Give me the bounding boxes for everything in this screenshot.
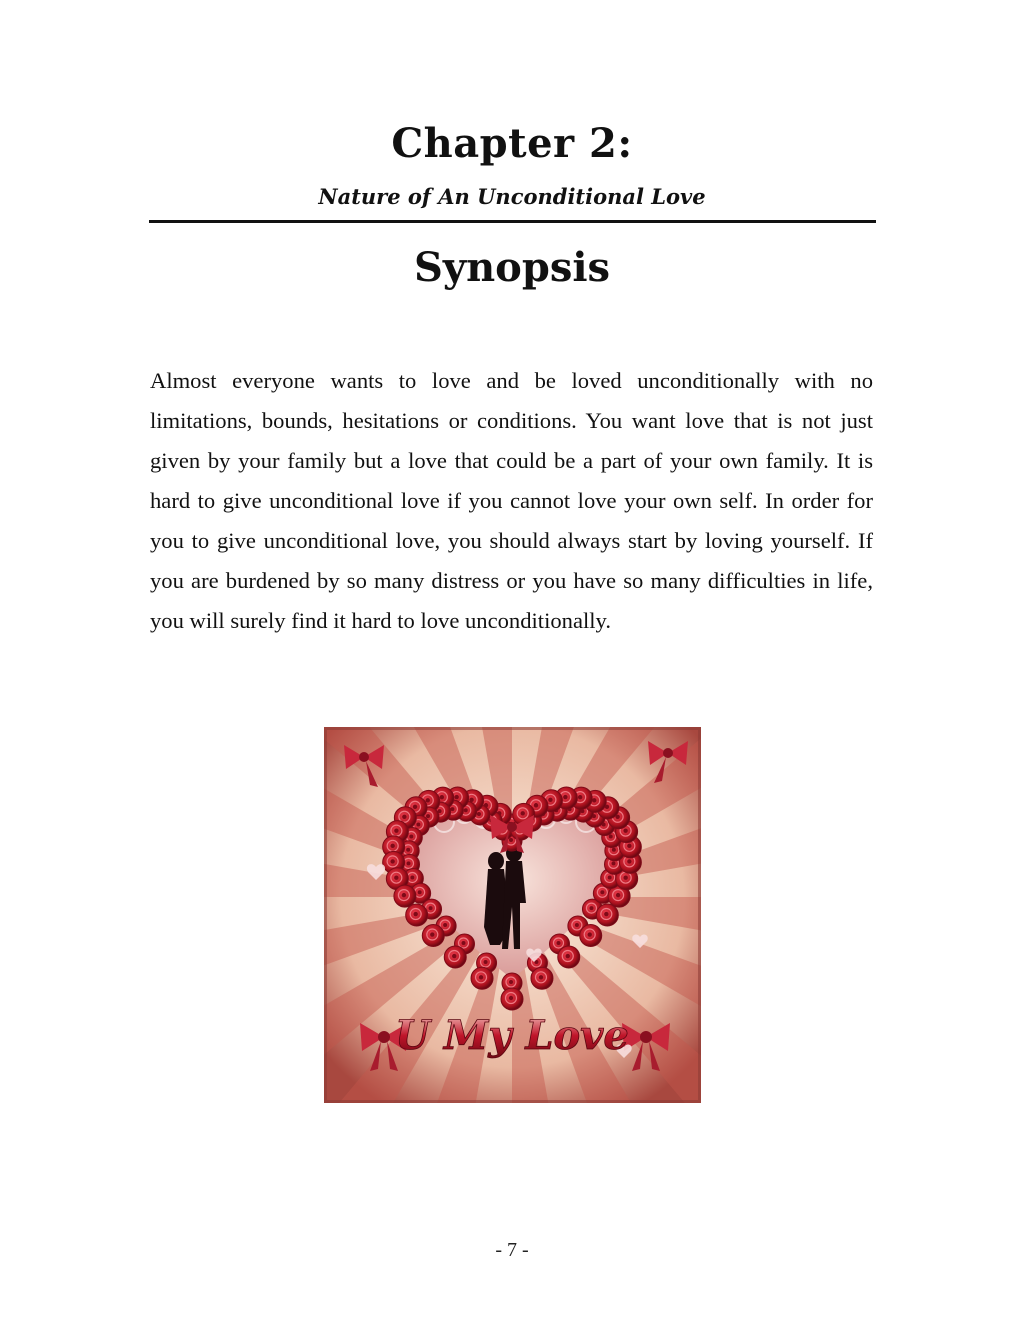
- chapter-title: Chapter 2:: [391, 120, 633, 167]
- rose-icon: [444, 946, 466, 968]
- rose-icon: [394, 885, 416, 907]
- rose-icon: [531, 967, 553, 989]
- chapter-subtitle: Nature of An Unconditional Love: [318, 184, 706, 209]
- title-divider: [149, 220, 876, 223]
- rose-icon: [580, 925, 602, 947]
- rose-icon: [406, 904, 428, 926]
- rose-icon: [422, 925, 444, 947]
- section-title: Synopsis: [413, 244, 611, 291]
- illustration-caption: U My Love: [395, 1012, 629, 1059]
- synopsis-paragraph: Almost everyone wants to love and be loved unconditionally with no limitations, bounds, hesitations or conditions. You want love that is not just given by your family but a love that could be a part of your own family. It is hard to give unconditional love if you cannot love your own self. In order for you to give unconditional love, you should always start by loving yourself. If you are burdened by so many distress or you have so many difficulties in life, you will surely find it hard to love unconditionally.: [150, 368, 873, 633]
- rose-icon: [471, 967, 493, 989]
- rose-icon: [501, 988, 523, 1010]
- page-number: - 7 -: [495, 1239, 529, 1261]
- rose-icon: [596, 904, 618, 926]
- rose-icon: [558, 946, 580, 968]
- heart-roses-illustration: [324, 727, 701, 1103]
